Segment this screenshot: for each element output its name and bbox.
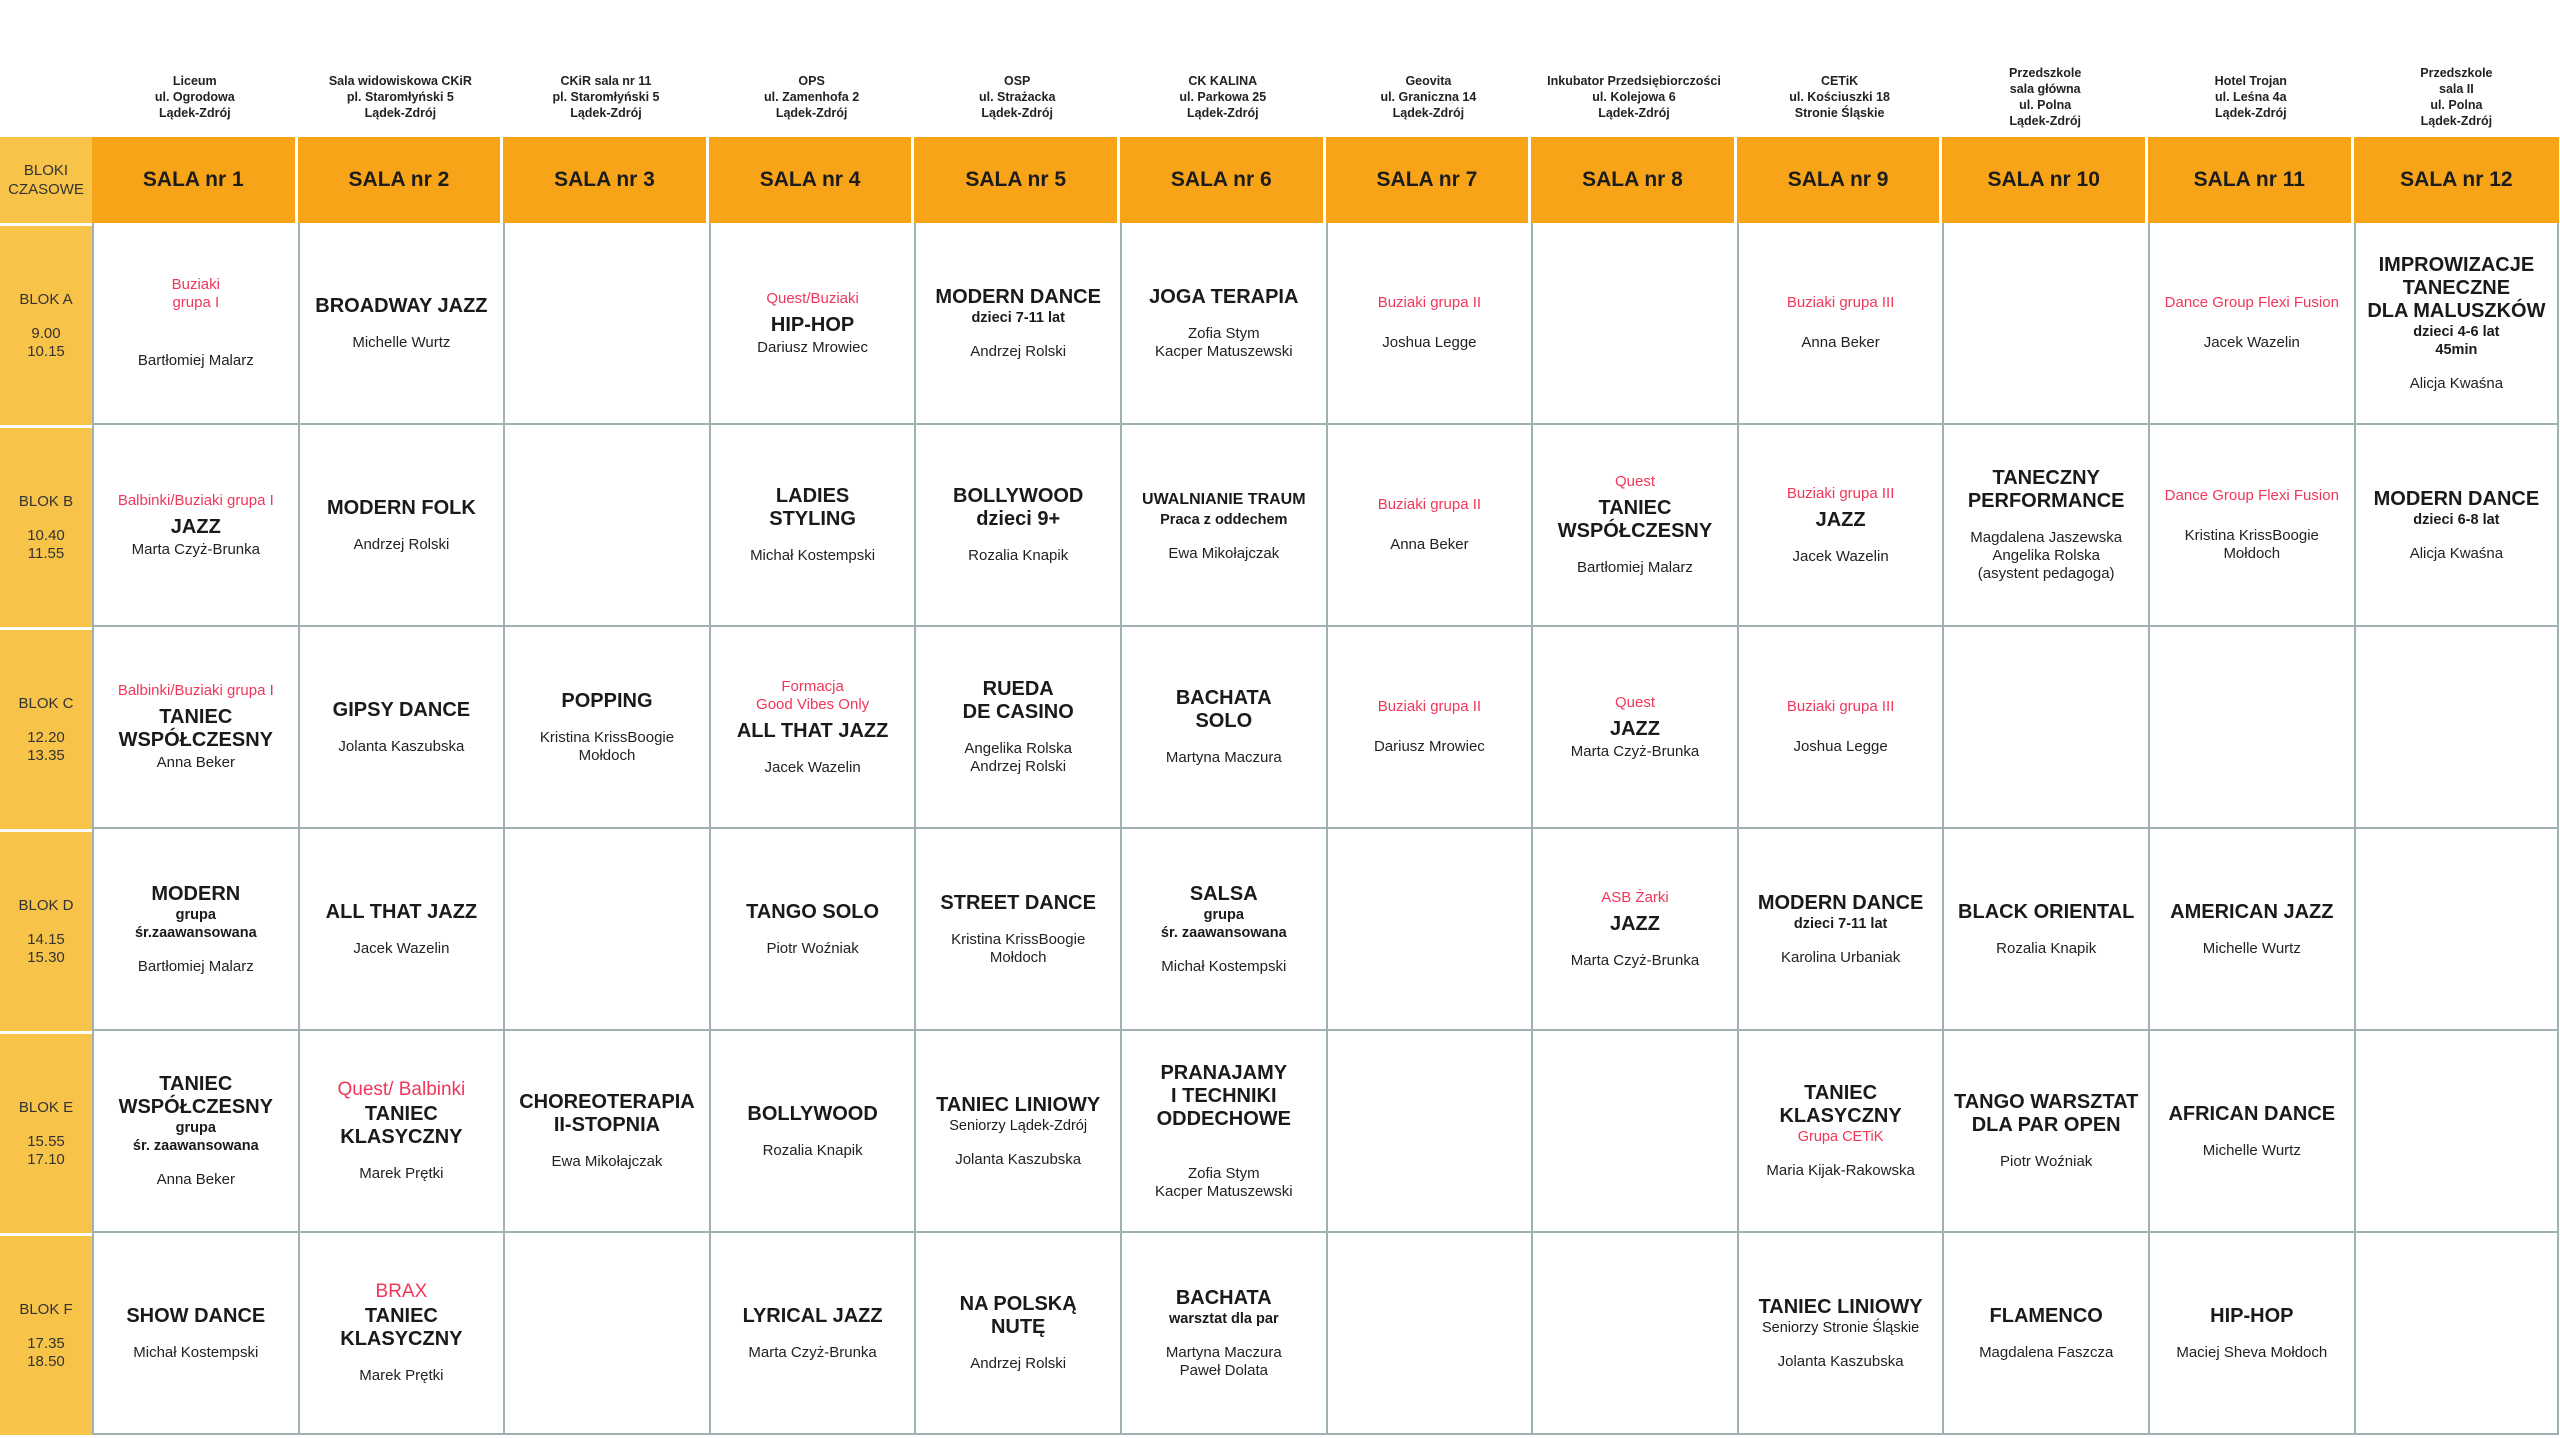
instructor-names: Bartłomiej Malarz: [137, 352, 254, 369]
class-title: TANIEC LINIOWY: [936, 1093, 1101, 1116]
class-title: TANIEC KLASYCZNY: [340, 1103, 463, 1148]
class-subtitle: dzieci 7-11 lat: [971, 309, 1065, 326]
group-tag: Quest: [1614, 473, 1655, 490]
schedule-cell: [914, 829, 1120, 1031]
schedule-cell: [1737, 829, 1943, 1031]
schedule-cell: [1737, 627, 1943, 829]
group-tag: Buziaki grupa II: [1377, 698, 1482, 715]
class-subtitle: Seniorzy Stronie Śląskie: [1762, 1319, 1920, 1336]
class-title: HIP-HOP: [770, 313, 855, 336]
class-title: TANIEC LINIOWY: [1758, 1295, 1923, 1318]
instructor-names: Anna Beker: [156, 1171, 235, 1188]
instructor-names: Rozalia Knapik: [762, 1141, 863, 1159]
schedule-cell: [709, 223, 915, 425]
instructor-names: Marta Czyż-Brunka: [131, 540, 260, 558]
class-title: JAZZ: [1815, 508, 1866, 531]
class-title: MODERN DANCE: [1757, 891, 1924, 914]
group-tag: BRAX: [375, 1281, 428, 1302]
group-tag: Dance Group Flexi Fusion: [2164, 294, 2339, 311]
instructor-names: Jacek Wazelin: [1792, 547, 1889, 565]
schedule-cell: [1531, 425, 1737, 627]
group-tag: Buziaki grupa III: [1786, 484, 1895, 502]
schedule-cell: [1737, 425, 1943, 627]
instructor-names: Zofia Stym Kacper Matuszewski: [1155, 1164, 1293, 1200]
class-title: BACHATA: [1175, 1286, 1272, 1309]
class-title: MODERN DANCE: [2373, 487, 2540, 510]
class-subtitle: Seniorzy Lądek-Zdrój: [949, 1117, 1088, 1134]
group-tag: Formacja Good Vibes Only: [756, 677, 870, 713]
venue-label: OPS ul. Zamenhofa 2 Lądek-Zdrój: [764, 74, 860, 120]
schedule-cell: [2354, 1031, 2560, 1233]
class-title: LYRICAL JAZZ: [742, 1304, 883, 1327]
class-title: BLACK ORIENTAL: [1958, 900, 2135, 923]
schedule-cell: [92, 829, 298, 1031]
group-tag: ASB Żarki: [1601, 888, 1669, 906]
class-title: BACHATA SOLO: [1175, 687, 1272, 732]
class-subtitle: dzieci 7-11 lat: [1793, 915, 1888, 932]
class-title: CHOREOTERAPIA II-STOPNIA: [519, 1091, 695, 1136]
schedule-cell: [1531, 223, 1737, 425]
room-header: SALA nr 2: [298, 137, 504, 223]
class-title: TANGO WARSZTAT DLA PAR OPEN: [1953, 1091, 2139, 1136]
time-block: [0, 425, 92, 627]
schedule-cell: [298, 1031, 504, 1233]
schedule-cell: [1120, 829, 1326, 1031]
class-title: JAZZ: [1609, 717, 1660, 740]
room-header: SALA nr 6: [1120, 137, 1326, 223]
schedule-cell: [709, 1031, 915, 1233]
venue-label: Inkubator Przedsiębiorczości ul. Kolejowa 6 Lądek-Zdrój: [1547, 74, 1721, 120]
schedule-cell: [92, 425, 298, 627]
instructor-names: Kristina KrissBoogie Mołdoch: [539, 728, 675, 764]
schedule-cell: [2148, 1233, 2354, 1435]
schedule-cell: [709, 627, 915, 829]
group-tag: Quest/ Balbinki: [337, 1079, 466, 1100]
room-header: SALA nr 7: [1326, 137, 1532, 223]
block-time: 9.00 10.15: [27, 324, 65, 360]
schedule-cell: [503, 425, 709, 627]
schedule-cell: [1326, 1031, 1532, 1233]
class-title: TANIEC KLASYCZNY: [340, 1305, 463, 1350]
group-tag: Buziaki grupa III: [1786, 294, 1895, 311]
schedule-cell: [503, 1233, 709, 1435]
class-title: ALL THAT JAZZ: [736, 719, 889, 742]
time-block: [0, 627, 92, 829]
instructor-names: Zofia Stym Kacper Matuszewski: [1155, 324, 1293, 360]
class-subtitle: grupa śr. zaawansowana: [1160, 906, 1287, 941]
class-title: MODERN FOLK: [326, 496, 476, 519]
instructor-names: Piotr Woźniak: [766, 939, 859, 957]
instructor-names: Kristina KrissBoogie Mołdoch: [2184, 527, 2319, 562]
instructor-names: Joshua Legge: [1793, 738, 1888, 755]
schedule-cell: [709, 425, 915, 627]
block-time: 15.55 17.10: [27, 1132, 65, 1168]
schedule-cell: [914, 223, 1120, 425]
instructor-names: Jolanta Kaszubska: [1777, 1352, 1904, 1370]
instructor-names: Joshua Legge: [1382, 334, 1477, 351]
class-title: POPPING: [561, 689, 653, 712]
schedule-cell: [298, 1233, 504, 1435]
group-tag: Buziaki grupa II: [1377, 294, 1482, 311]
class-title: TANIEC KLASYCZNY: [1779, 1082, 1902, 1127]
block-name: BLOK C: [18, 694, 74, 712]
schedule-cell: [298, 627, 504, 829]
schedule-cell: [503, 829, 709, 1031]
class-subtitle: warsztat dla par: [1169, 1310, 1279, 1327]
group-tag: Balbinki/Buziaki grupa I: [117, 682, 274, 699]
time-block: [0, 1233, 92, 1435]
instructor-names: Maciej Sheva Mołdoch: [2176, 1343, 2328, 1361]
class-subtitle: grupa śr.zaawansowana: [134, 906, 257, 941]
schedule-cell: [503, 223, 709, 425]
block-name: BLOK B: [18, 492, 74, 510]
instructor-names: Andrzej Rolski: [353, 535, 450, 553]
block-name: BLOK D: [18, 896, 74, 914]
class-title: ALL THAT JAZZ: [325, 900, 478, 923]
schedule-cell: [1120, 1233, 1326, 1435]
instructor-names: Magdalena Jaszewska Angelika Rolska (asystent pedagoga): [1970, 529, 2123, 582]
instructor-names: Ewa Mikołajczak: [1168, 544, 1280, 562]
venue-label: OSP ul. Strażacka Lądek-Zdrój: [978, 74, 1056, 120]
schedule-cell: [92, 627, 298, 829]
schedule-cell: [2148, 425, 2354, 627]
group-tag: Buziaki grupa II: [1377, 496, 1482, 513]
schedule-cell: [2148, 627, 2354, 829]
time-blocks-header: BLOKI CZASOWE: [0, 137, 92, 223]
class-subtitle: dzieci 6-8 lat: [2413, 511, 2500, 528]
group-tag: Buziaki grupa III: [1786, 698, 1895, 715]
instructor-names: Jacek Wazelin: [764, 758, 861, 776]
instructor-names: Michelle Wurtz: [352, 333, 451, 351]
room-header: SALA nr 4: [709, 137, 915, 223]
block-name: BLOK F: [19, 1300, 73, 1318]
instructor-names: Magdalena Faszcza: [1979, 1343, 2114, 1361]
schedule-cell: [1942, 425, 2148, 627]
venue-label: CKiR sala nr 11 pl. Staromłyński 5 Lądek-Zdrój: [552, 74, 660, 120]
schedule-cell: [2354, 1233, 2560, 1435]
venue-label: Liceum ul. Ogrodowa Lądek-Zdrój: [154, 74, 235, 120]
block-name: BLOK E: [18, 1098, 74, 1116]
class-title: TANECZNY PERFORMANCE: [1967, 467, 2125, 512]
venue-label: Przedszkole sala główna ul. Polna Lądek-Zdrój: [2009, 66, 2082, 128]
room-header: SALA nr 5: [914, 137, 1120, 223]
time-block: [0, 223, 92, 425]
schedule-cell: [1942, 1233, 2148, 1435]
group-tag: Buziaki grupa I: [171, 276, 220, 311]
schedule-cell: [503, 1031, 709, 1233]
block-time: 14.15 15.30: [27, 930, 65, 966]
class-title: NA POLSKĄ NUTĘ: [959, 1293, 1077, 1338]
schedule-cell: [914, 425, 1120, 627]
block-name: BLOK A: [19, 290, 73, 308]
schedule-cell: [1531, 829, 1737, 1031]
schedule-cell: [1942, 829, 2148, 1031]
instructor-names: Michelle Wurtz: [2202, 939, 2301, 957]
schedule-cell: [2148, 1031, 2354, 1233]
schedule-cell: [92, 1031, 298, 1233]
instructor-names: Jacek Wazelin: [2203, 334, 2300, 351]
class-title: PRANAJAMY I TECHNIKI ODDECHOWE: [1156, 1061, 1292, 1130]
class-title: JAZZ: [1609, 912, 1660, 935]
class-title: HIP-HOP: [2210, 1304, 2294, 1327]
schedule-cell: [709, 829, 915, 1031]
block-time: 12.20 13.35: [27, 728, 65, 764]
instructor-names: Piotr Woźniak: [2000, 1153, 2093, 1170]
schedule-cell: [1942, 627, 2148, 829]
venue-label: Sala widowiskowa CKiR pl. Staromłyński 5 Lądek-Zdrój: [328, 74, 472, 120]
instructor-names: Anna Beker: [1801, 334, 1880, 351]
class-subtitle: Praca z oddechem: [1160, 511, 1288, 528]
schedule-cell: [2148, 829, 2354, 1031]
schedule-cell: [1120, 223, 1326, 425]
instructor-names: Michał Kostempski: [1161, 957, 1287, 975]
instructor-names: Dariusz Mrowiec: [1373, 738, 1485, 755]
schedule-cell: [1531, 627, 1737, 829]
class-title: SALSA: [1189, 882, 1258, 905]
time-block: [0, 829, 92, 1031]
schedule-cell: [1326, 829, 1532, 1031]
instructor-names: Bartłomiej Malarz: [1577, 559, 1693, 576]
venue-label: CK KALINA ul. Parkowa 25 Lądek-Zdrój: [1179, 74, 1267, 120]
instructor-names: Rozalia Knapik: [1996, 939, 2097, 957]
class-title: BOLLYWOOD: [747, 1102, 878, 1125]
group-tag: Quest/Buziaki: [766, 289, 859, 307]
block-time: 10.40 11.55: [27, 526, 65, 562]
schedule-cell: [1120, 627, 1326, 829]
group-tag: Balbinki/Buziaki grupa I: [117, 491, 274, 509]
schedule-cell: [2354, 425, 2560, 627]
class-title: BOLLYWOOD dzieci 9+: [953, 485, 1084, 530]
schedule-cell: [1942, 223, 2148, 425]
instructor-names: Alicja Kwaśna: [2409, 374, 2504, 392]
instructor-names: Jacek Wazelin: [353, 939, 450, 957]
schedule-cell: [2354, 829, 2560, 1031]
schedule-cell: [92, 1233, 298, 1435]
schedule-cell: [1737, 223, 1943, 425]
room-header: SALA nr 11: [2148, 137, 2354, 223]
class-title: MODERN DANCE: [935, 285, 1101, 308]
group-tag: Quest: [1614, 693, 1655, 711]
schedule-cell: [1326, 223, 1532, 425]
venue-label: Hotel Trojan ul. Leśna 4a Lądek-Zdrój: [2214, 74, 2287, 120]
class-title: UWALNIANIE TRAUM: [1142, 490, 1306, 508]
instructor-names: Jolanta Kaszubska: [338, 737, 465, 755]
room-header: SALA nr 8: [1531, 137, 1737, 223]
venue-label: Geovita ul. Graniczna 14 Lądek-Zdrój: [1380, 74, 1477, 120]
instructor-names: Dariusz Mrowiec: [757, 338, 869, 356]
schedule-cell: [2354, 627, 2560, 829]
schedule-cell: [298, 425, 504, 627]
class-title: SHOW DANCE: [126, 1304, 266, 1327]
instructor-names: Marta Czyż-Brunka: [1570, 951, 1700, 969]
schedule-cell: [914, 1233, 1120, 1435]
class-title: RUEDA DE CASINO: [962, 678, 1074, 723]
class-title: TANIEC WSPÓŁCZESNY: [118, 1073, 274, 1118]
schedule-cell: [1531, 1031, 1737, 1233]
schedule-cell: [709, 1233, 915, 1435]
schedule-cell: [1737, 1233, 1943, 1435]
instructor-names: Maria Kijak-Rakowska: [1766, 1162, 1915, 1179]
room-header: SALA nr 1: [92, 137, 298, 223]
venue-label: Przedszkole sala II ul. Polna Lądek-Zdrój: [2420, 66, 2493, 128]
schedule-cell: [1942, 1031, 2148, 1233]
instructor-names: Anna Beker: [156, 754, 235, 771]
schedule-cell: [2354, 223, 2560, 425]
class-title: AMERICAN JAZZ: [2170, 900, 2334, 923]
schedule-cell: [914, 1031, 1120, 1233]
instructor-names: Michał Kostempski: [750, 547, 876, 564]
instructor-names: Rozalia Knapik: [968, 547, 1069, 564]
class-title: FLAMENCO: [1989, 1304, 2103, 1327]
schedule-cell: [1737, 1031, 1943, 1233]
class-title: LADIES STYLING: [769, 485, 856, 530]
class-subtitle: Grupa CETiK: [1797, 1129, 1884, 1145]
schedule-cell: [1326, 425, 1532, 627]
room-header: SALA nr 9: [1737, 137, 1943, 223]
instructor-names: Marta Czyż-Brunka: [748, 1343, 877, 1361]
class-title: JAZZ: [170, 515, 221, 538]
instructor-names: Ewa Mikołajczak: [551, 1153, 663, 1170]
schedule-cell: [503, 627, 709, 829]
instructor-names: Karolina Urbaniak: [1780, 948, 1901, 966]
group-tag: Dance Group Flexi Fusion: [2164, 487, 2339, 504]
schedule-cell: [914, 627, 1120, 829]
schedule-cell: [1326, 1233, 1532, 1435]
instructor-names: Angelika Rolska Andrzej Rolski: [964, 740, 1072, 775]
schedule-cell: [1120, 1031, 1326, 1233]
instructor-names: Kristina KrissBoogie Mołdoch: [951, 930, 1086, 966]
class-title: TANIEC WSPÓŁCZESNY: [1557, 497, 1713, 542]
instructor-names: Marek Prętki: [359, 1367, 444, 1384]
class-subtitle: dzieci 4-6 lat 45min: [2413, 323, 2500, 358]
instructor-names: Martyna Maczura: [1165, 749, 1282, 766]
instructor-names: Andrzej Rolski: [970, 1355, 1067, 1372]
schedule-cell: [92, 223, 298, 425]
instructor-names: Bartłomiej Malarz: [137, 957, 254, 975]
schedule-cell: [1531, 1233, 1737, 1435]
room-header: SALA nr 3: [503, 137, 709, 223]
instructor-names: Michał Kostempski: [133, 1343, 259, 1361]
schedule-cell: [1326, 627, 1532, 829]
class-title: MODERN: [151, 882, 241, 905]
time-block: [0, 1031, 92, 1233]
room-header: SALA nr 12: [2354, 137, 2560, 223]
instructor-names: Martyna Maczura Paweł Dolata: [1165, 1343, 1282, 1379]
instructor-names: Andrzej Rolski: [970, 342, 1067, 360]
instructor-names: Jolanta Kaszubska: [955, 1150, 1082, 1168]
block-time: 17.35 18.50: [27, 1334, 65, 1370]
class-title: JOGA TERAPIA: [1149, 285, 1299, 308]
class-title: AFRICAN DANCE: [2168, 1102, 2336, 1125]
room-header: SALA nr 10: [1942, 137, 2148, 223]
class-title: TANGO SOLO: [746, 900, 880, 923]
schedule-cell: [298, 829, 504, 1031]
venue-label: CETiK ul. Kościuszki 18 Stronie Śląskie: [1789, 74, 1890, 120]
schedule-cell: [298, 223, 504, 425]
instructor-names: Marta Czyż-Brunka: [1570, 742, 1700, 760]
instructor-names: Alicja Kwaśna: [2409, 544, 2504, 562]
schedule-cell: [2148, 223, 2354, 425]
class-subtitle: grupa śr. zaawansowana: [132, 1120, 259, 1154]
instructor-names: Anna Beker: [1390, 536, 1469, 553]
instructor-names: Marek Prętki: [359, 1165, 444, 1182]
class-title: TANIEC WSPÓŁCZESNY: [118, 706, 274, 751]
schedule-cell: [1120, 425, 1326, 627]
class-title: STREET DANCE: [940, 891, 1096, 914]
class-title: GIPSY DANCE: [332, 698, 471, 721]
class-title: IMPROWIZACJE TANECZNE DLA MALUSZKÓW: [2367, 253, 2546, 322]
class-title: BROADWAY JAZZ: [315, 294, 488, 317]
instructor-names: Michelle Wurtz: [2202, 1141, 2301, 1159]
